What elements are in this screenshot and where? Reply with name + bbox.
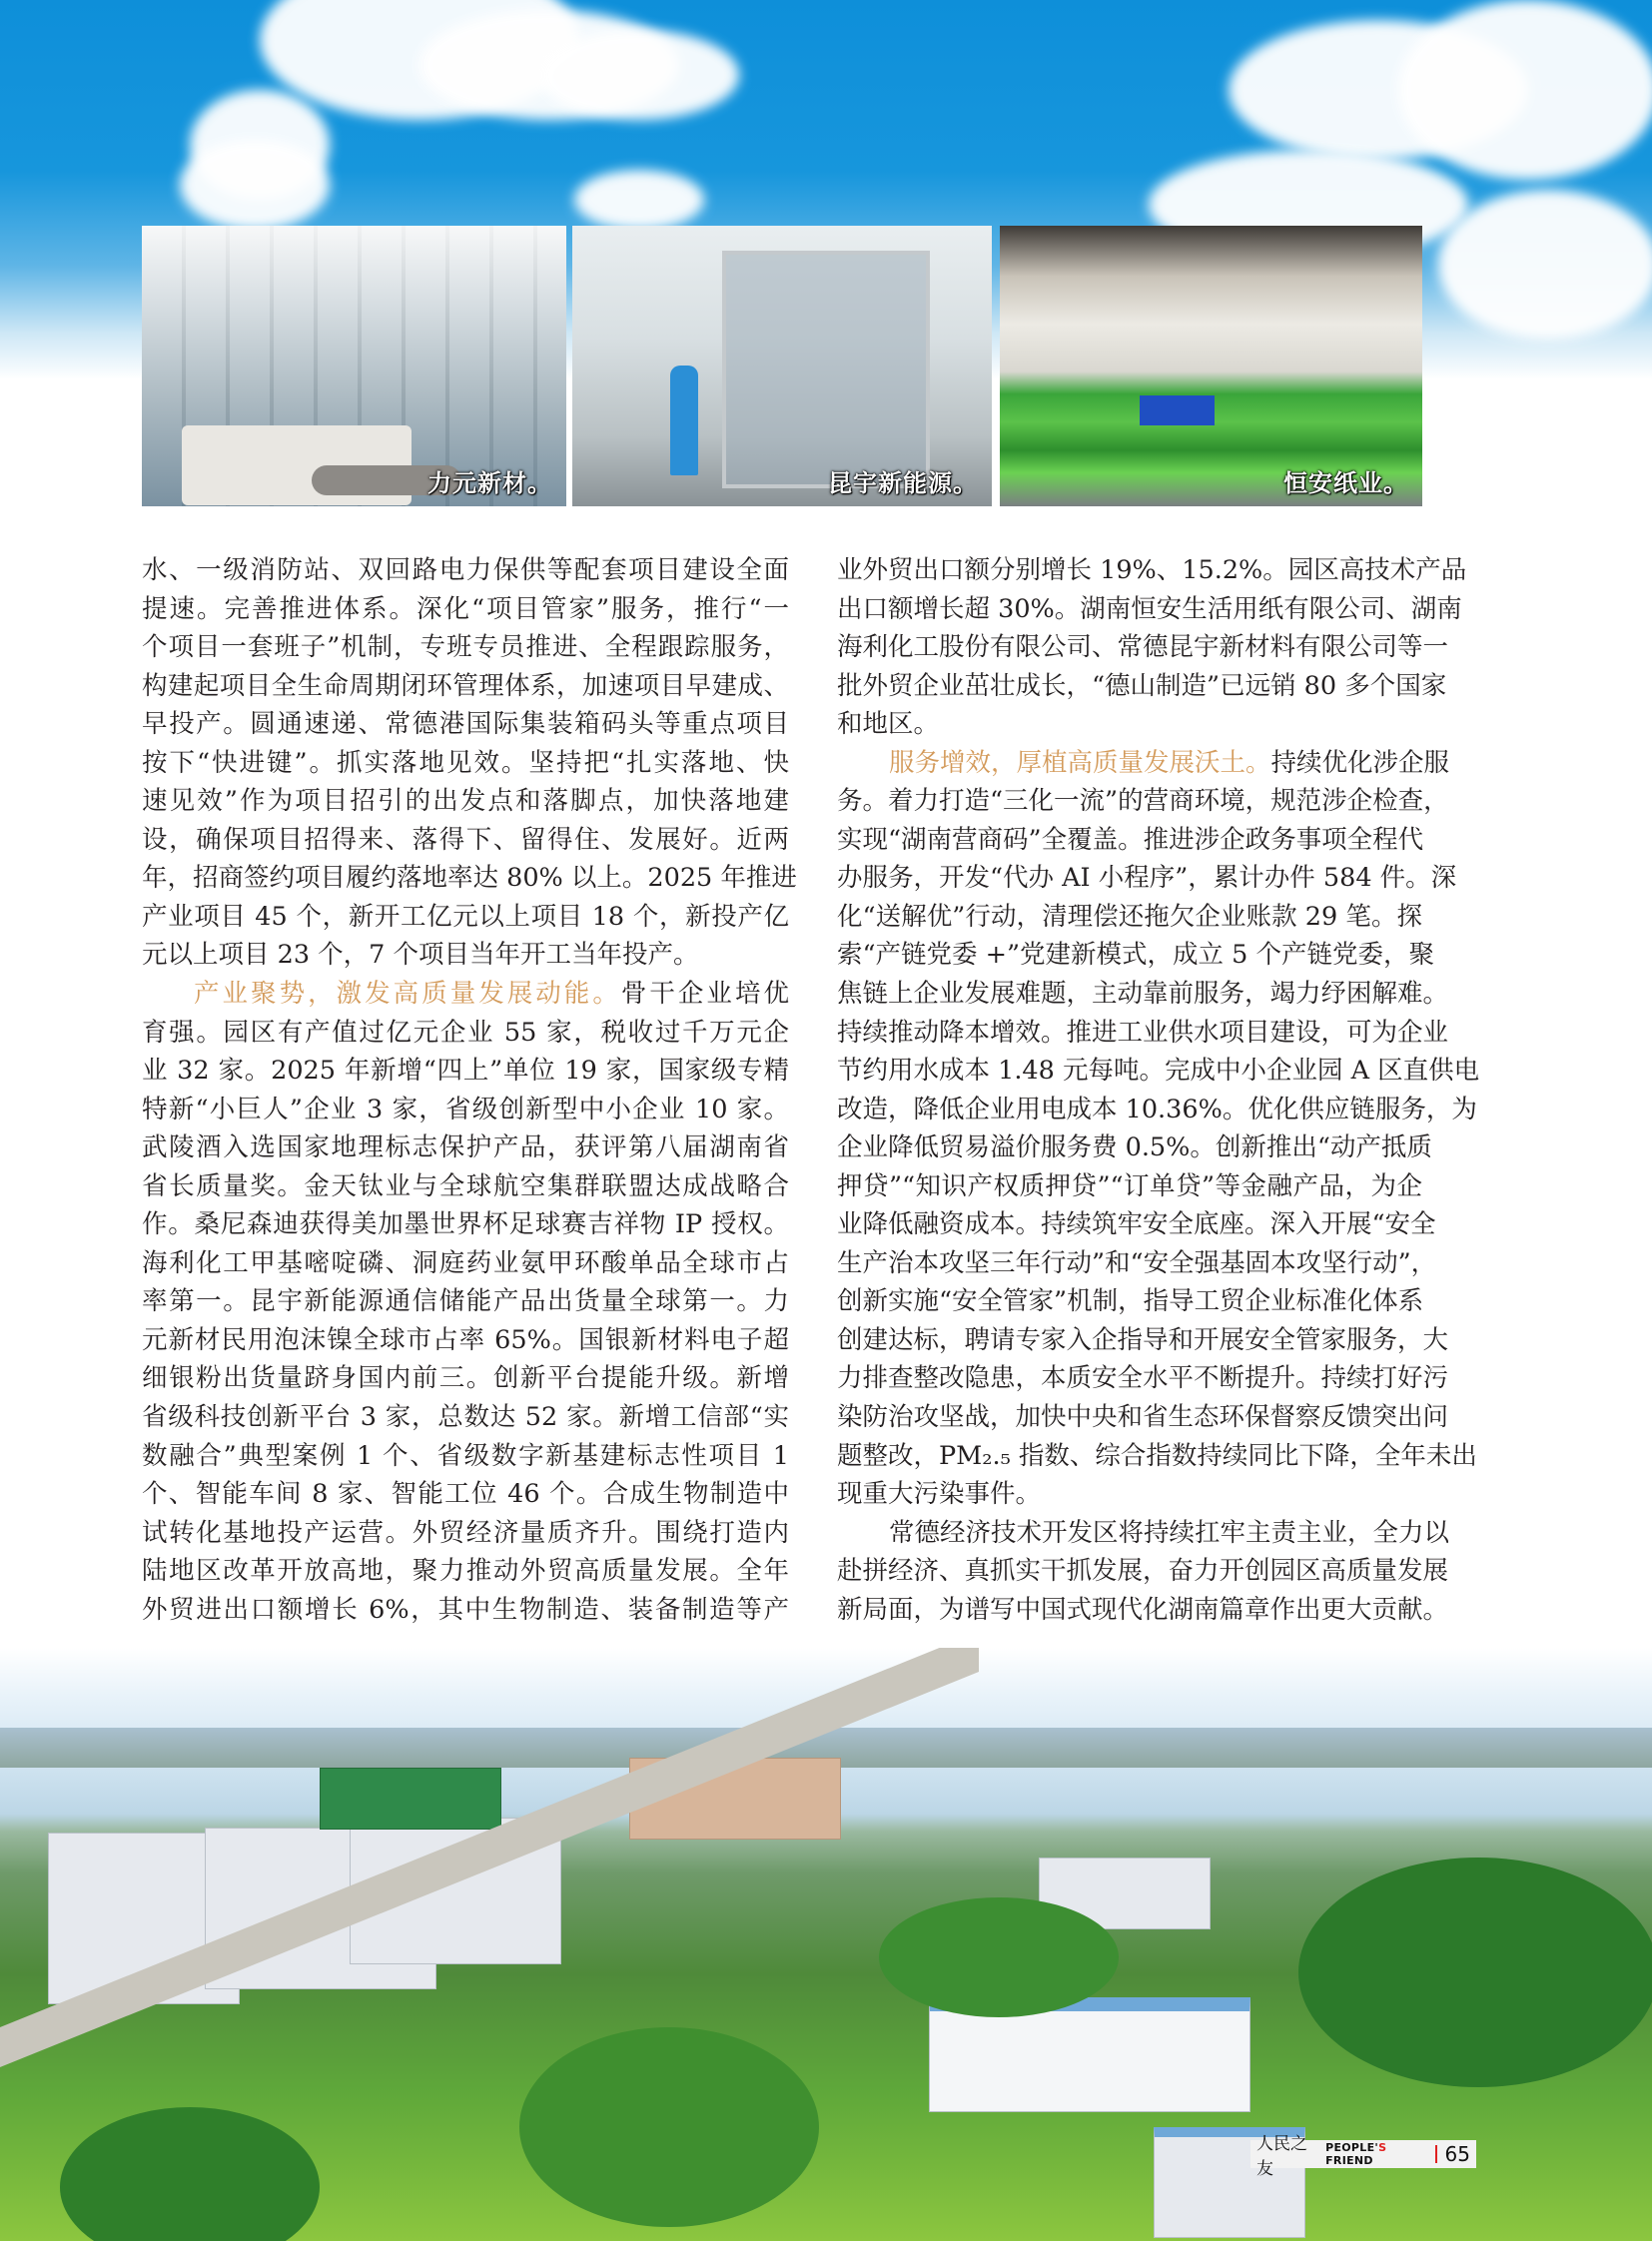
tree-cluster: [879, 1897, 1119, 2017]
article-text: 改造，降低企业用电成本 10.36%。优化供应链服务，为: [837, 1094, 1477, 1124]
article-text: 水、一级消防站、双回路电力保供等配套项目建设全面: [142, 555, 789, 585]
article-line: [142, 1167, 789, 1206]
article-text: 细银粉出货量跻身国内前三。创新平台提能升级。新增: [142, 1363, 789, 1394]
article-line: [837, 1514, 1450, 1553]
article-line: [142, 551, 789, 590]
article-line: [837, 667, 1447, 706]
article-line: [837, 975, 1449, 1014]
photo-caption: 昆宇新能源。: [828, 469, 978, 497]
article-line: [837, 936, 1434, 975]
photo-hengan: [1000, 226, 1422, 506]
article-line: [837, 590, 1462, 629]
article-line: [837, 1244, 1437, 1283]
article-text: 办服务，开发“代办 AI 小程序”，累计办件 584 件。深: [837, 863, 1457, 894]
article-line: [837, 1205, 1436, 1244]
article-line: [837, 705, 1422, 744]
article-text: 个项目一套班子”机制，专班专员推进、全程跟踪服务，: [142, 632, 789, 663]
article-text: 试转化基地投产运营。外贸经济量质齐升。围绕打造内: [142, 1517, 789, 1548]
article-line: [142, 1244, 789, 1283]
cloud-shape: [180, 140, 330, 230]
blue-crate: [1140, 395, 1215, 425]
article-text: 骨干企业培优: [620, 979, 789, 1010]
article-text: 作。桑尼森迪获得美加墨世界杯足球赛吉祥物 IP 授权。: [142, 1209, 789, 1240]
tree-cluster: [1298, 1858, 1652, 2087]
article-line: [142, 1359, 789, 1398]
article-text: 构建起项目全生命周期闭环管理体系，加速项目早建成、: [142, 670, 789, 701]
article-text: 元新材民用泡沫镍全球市占率 65%。国银新材料电子超: [142, 1324, 789, 1355]
article-line: [837, 551, 1467, 590]
article-line: [142, 1321, 789, 1360]
article-text: 提速。完善推进体系。深化“项目管家”服务，推行“一: [142, 593, 789, 624]
article-text: 新局面，为谱写中国式现代化湖南篇章作出更大贡献。: [837, 1594, 1449, 1625]
article-line: [837, 1014, 1449, 1053]
article-line: [142, 1514, 789, 1553]
article-text: 业 32 家。2025 年新增“四上”单位 19 家，国家级专精: [142, 1056, 789, 1087]
article-line: [142, 936, 789, 975]
page-footer: [1250, 2134, 1476, 2179]
article-line: [142, 1282, 789, 1321]
article-line: [142, 744, 789, 783]
article-text: 染防治攻坚战，加快中央和省生态环保督察反馈突出问: [837, 1402, 1449, 1433]
article-line: [837, 1052, 1480, 1091]
article-line: [837, 782, 1449, 821]
article-text: 元以上项目 23 个，7 个项目当年开工当年投产。: [142, 940, 699, 971]
article-text: 年，招商签约项目履约落地率达 80% 以上。2025 年推进: [142, 863, 797, 894]
article-line: [142, 1014, 789, 1053]
article-line: [837, 1437, 1477, 1476]
article-text: 创建达标，聘请专家入企指导和开展安全管家服务，大: [837, 1324, 1449, 1355]
magazine-name-en: [1325, 2141, 1427, 2167]
article-line: [142, 1475, 789, 1514]
article-text: 节约用水成本 1.48 元每吨。完成中小企业园 A 区直供电: [837, 1056, 1480, 1087]
article-text: 育强。园区有产值过亿元企业 55 家，税收过千万元企: [142, 1017, 789, 1048]
article-left-column: [142, 551, 797, 1629]
article-line: [142, 1128, 789, 1167]
article-line: [837, 1321, 1449, 1360]
photo-kunyu: [572, 226, 992, 506]
article-line: [142, 1398, 789, 1437]
article-text: 特新“小巨人”企业 3 家，省级创新型中小企业 10 家。: [142, 1094, 789, 1124]
article-line: [837, 1475, 1422, 1514]
article-text: 持续推动降本增效。推进工业供水项目建设，可为企业: [837, 1017, 1449, 1048]
article-text: 力排查整改隐患，本质安全水平不断提升。持续打好污: [837, 1363, 1449, 1394]
article-line: [837, 1167, 1422, 1206]
magazine-en-part: PEOPLE': [1325, 2141, 1379, 2154]
article-line: [837, 1091, 1477, 1129]
article-line: [142, 1552, 789, 1591]
article-text: 化“送解优”行动，清理偿还拖欠企业账款 29 笔。探: [837, 901, 1422, 932]
article-text: 题整改，PM₂.₅ 指数、综合指数持续同比下降，全年未出: [837, 1440, 1477, 1471]
magazine-en-part: FRIEND: [1325, 2154, 1373, 2167]
article-line: [142, 821, 789, 860]
article-line: [142, 1091, 789, 1129]
article-text: 实现“湖南营商码”全覆盖。推进涉企政务事项全程代: [837, 824, 1424, 855]
article-line: [837, 859, 1457, 898]
section-lead-heading: 产业聚势，激发高质量发展动能。: [194, 979, 621, 1010]
article-text: 产业项目 45 个，新开工亿元以上项目 18 个，新投产亿: [142, 901, 789, 932]
article-text: 业外贸出口额分别增长 19%、15.2%。园区高技术产品: [837, 555, 1467, 585]
article-text: 个、智能车间 8 家、智能工位 46 个。合成生物制造中: [142, 1479, 789, 1510]
article-text: 早投产。圆通速递、常德港国际集装箱码头等重点项目: [142, 709, 789, 740]
photo-caption: 恒安纸业。: [1283, 469, 1408, 497]
article-text: 数融合”典型案例 1 个、省级数字新基建标志性项目 1: [142, 1440, 789, 1471]
article-right-column: [837, 551, 1480, 1629]
article-line: [142, 859, 797, 898]
article-line: [142, 628, 789, 667]
article-line: [837, 1552, 1449, 1591]
page-number: 65: [1444, 2142, 1470, 2166]
magazine-name-cn: 人民之友: [1256, 2134, 1307, 2179]
article-line: [142, 1052, 789, 1091]
article-line: [142, 782, 789, 821]
tree-cluster: [519, 2027, 819, 2227]
article-text: 和地区。: [837, 709, 940, 740]
cloud-shape: [1398, 0, 1652, 180]
article-line: [837, 898, 1422, 937]
article-line: [837, 1591, 1449, 1630]
article-text: 批外贸企业茁壮成长，“德山制造”已远销 80 多个国家: [837, 670, 1447, 701]
article-text: 陆地区改革开放高地，聚力推动外贸高质量发展。全年: [142, 1556, 789, 1587]
article-line: [837, 744, 1450, 783]
article-line: [837, 1282, 1422, 1321]
article-line: [837, 1128, 1432, 1167]
article-line: [142, 1205, 789, 1244]
article-text: 业降低融资成本。持续筑牢安全底座。深入开展“安全: [837, 1209, 1436, 1240]
magazine-en-s: S: [1378, 2141, 1387, 2154]
article-text: 速见效”作为项目招引的出发点和落脚点，加快落地建: [142, 786, 789, 817]
article-line: [142, 898, 789, 937]
article-text: 焦链上企业发展难题，主动靠前服务，竭力纾困解难。: [837, 979, 1449, 1010]
cloud-shape: [539, 30, 739, 120]
article-line: [837, 1359, 1449, 1398]
article-line: [837, 628, 1449, 667]
article-line: [142, 975, 789, 1014]
article-line: [142, 705, 789, 744]
article-text: 赴拼经济、真抓实干抓发展，奋力开创园区高质量发展: [837, 1556, 1449, 1587]
article-text: 索“产链党委 +”党建新模式，成立 5 个产链党委，聚: [837, 940, 1434, 971]
article-line: [142, 1437, 789, 1476]
article-text: 武陵酒入选国家地理标志保护产品，获评第八届湖南省: [142, 1132, 789, 1163]
article-text: 出口额增长超 30%。湖南恒安生活用纸有限公司、湖南: [837, 593, 1462, 624]
article-text: 省级科技创新平台 3 家，总数达 52 家。新增工信部“实: [142, 1402, 789, 1433]
article-text: 创新实施“安全管家”机制，指导工贸企业标准化体系: [837, 1286, 1424, 1317]
glass-machine: [722, 251, 930, 488]
article-line: [837, 821, 1422, 860]
article-text: 常德经济技术开发区将持续扛牢主责主业，全力以: [889, 1517, 1450, 1548]
article-text: 企业降低贸易溢价服务费 0.5%。创新推出“动产抵质: [837, 1132, 1432, 1163]
article-text: 按下“快进键”。抓实落地见效。坚持把“扎实落地、快: [142, 747, 789, 778]
article-text: 务。着力打造“三化一流”的营商环境，规范涉企检查，: [837, 786, 1449, 817]
article-text: 省长质量奖。金天钛业与全球航空集群联盟达成战略合: [142, 1170, 789, 1201]
article-line: [142, 590, 789, 629]
residential-tower: [320, 1768, 501, 1830]
article-line: [142, 1591, 789, 1630]
article-text: 设，确保项目招得来、落得下、留得住、发展好。近两: [142, 824, 789, 855]
article-text: 押贷”“知识产权质押贷”“订单贷”等金融产品，为企: [837, 1170, 1422, 1201]
article-text: 现重大污染事件。: [837, 1479, 1042, 1510]
article-text: 海利化工甲基嘧啶磷、洞庭药业氨甲环酸单品全球市占: [142, 1247, 789, 1278]
article-line: [142, 667, 789, 706]
section-lead-heading: 服务增效，厚植高质量发展沃土。: [889, 747, 1271, 778]
article-line: [837, 1398, 1449, 1437]
footer-divider: [1435, 2145, 1437, 2163]
article-text: 外贸进出口额增长 6%，其中生物制造、装备制造等产: [142, 1594, 789, 1625]
photo-liyuan: [142, 226, 566, 506]
worker-figure: [670, 366, 698, 475]
photo-caption: 力元新材。: [427, 469, 552, 497]
article-text: 海利化工股份有限公司、常德昆宇新材料有限公司等一: [837, 632, 1449, 663]
cloud-shape: [1438, 190, 1652, 340]
article-text: 生产治本攻坚三年行动”和“安全强基固本攻坚行动”，: [837, 1247, 1437, 1278]
article-text: 持续优化涉企服: [1270, 747, 1450, 778]
article-text: 率第一。昆宇新能源通信储能产品出货量全球第一。力: [142, 1286, 789, 1317]
tree-cluster: [60, 2107, 320, 2241]
cloud-shape: [574, 170, 704, 230]
